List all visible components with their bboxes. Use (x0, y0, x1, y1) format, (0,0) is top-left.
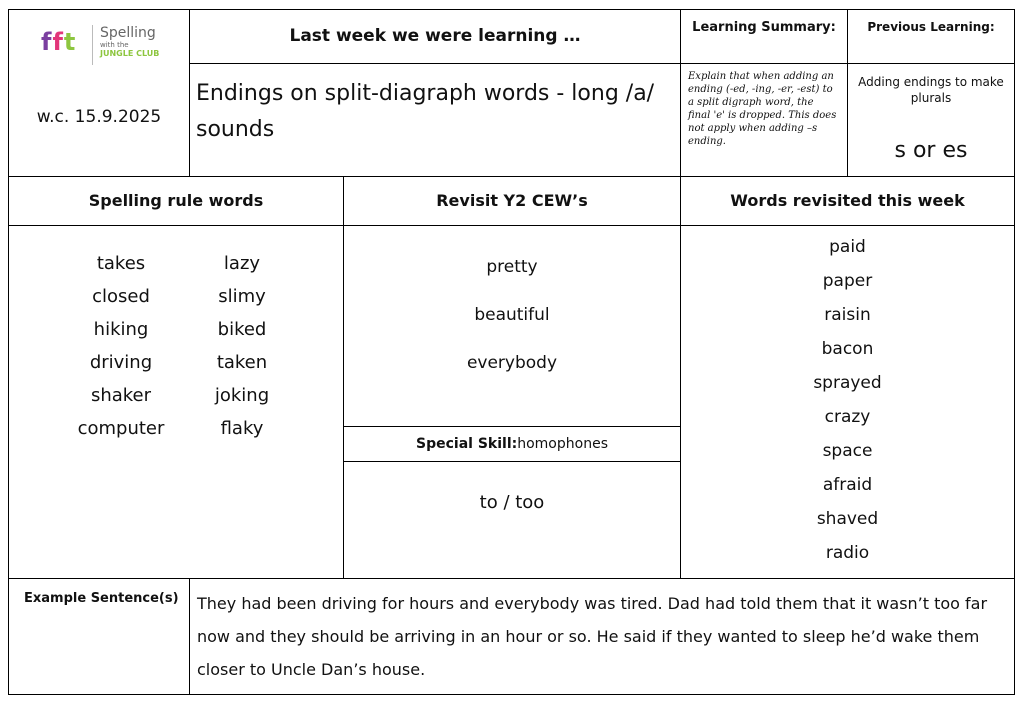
logo-jungle-club: JUNGLE CLUB (100, 49, 160, 58)
list-item: driving (89, 352, 153, 373)
list-item: radio (825, 543, 870, 563)
previous-learning-text: Adding endings to make plurals (858, 75, 1004, 105)
special-skill-label: Special Skill: (416, 436, 518, 452)
topic-cell (189, 63, 681, 177)
list-item: paper (822, 271, 873, 291)
learning-summary-text: Explain that when adding an ending (-ed, -ing, -er, -est) to a split digraph word, the final 'e' is dropped. This does not apply when adding –s ending. (688, 71, 837, 147)
logo-spelling: Spelling (100, 25, 156, 41)
list-item: takes (96, 253, 146, 274)
list-item: sprayed (813, 373, 882, 393)
learning-summary-heading-cell (680, 9, 848, 64)
list-item: crazy (824, 407, 871, 427)
revisit-heading: Revisit Y2 CEW’s (436, 191, 588, 210)
logo-with-the: with the (100, 41, 129, 49)
list-item: paid (829, 237, 866, 257)
revisited-week-heading: Words revisited this week (730, 191, 965, 210)
list-item: joking (214, 385, 270, 406)
week-commencing: w.c. 15.9.2025 (36, 107, 162, 127)
special-skill (344, 427, 680, 461)
revisit-word-list (344, 253, 680, 397)
list-item: closed (92, 286, 150, 307)
spelling-rule-heading: Spelling rule words (88, 191, 264, 210)
list-item: lazy (223, 253, 261, 274)
list-item: computer (77, 418, 165, 439)
last-week-heading: Last week we were learning … (289, 26, 581, 46)
revisit-words-cell (343, 225, 681, 427)
logo-text (100, 26, 159, 58)
logo-mark-f2: f (52, 28, 64, 56)
example-label-cell (8, 578, 190, 695)
logo-mark-f1: f (41, 28, 53, 56)
revisited-week-heading-cell (680, 176, 1015, 226)
special-skill-value: homophones (517, 436, 608, 452)
logo-mark-t: t (63, 28, 77, 56)
list-item: flaky (220, 418, 264, 439)
spelling-rule-words-cell (8, 225, 344, 579)
spelling-rule-col2 (199, 247, 285, 445)
special-skill-words: to / too (479, 492, 545, 513)
spelling-rule-col1 (71, 247, 171, 445)
special-skill-words-cell (343, 461, 681, 579)
list-item: pretty (486, 257, 538, 277)
revisited-week-word-list (681, 230, 1014, 570)
list-item: biked (217, 319, 267, 340)
list-item: shaker (90, 385, 152, 406)
last-week-heading-cell (189, 9, 681, 64)
list-item: raisin (824, 305, 871, 325)
list-item: hiking (93, 319, 149, 340)
list-item: taken (216, 352, 268, 373)
revisited-week-words-cell (680, 225, 1015, 579)
list-item: space (822, 441, 873, 461)
spelling-rule-heading-cell (8, 176, 344, 226)
list-item: beautiful (474, 305, 550, 325)
list-item: everybody (466, 353, 558, 373)
example-label: Example Sentence(s) (24, 591, 179, 606)
example-sentence: They had been driving for hours and everybody was tired. Dad had told them that it wasn’t too far now and they should be arriving in an hour or so. He said if they wanted to sleep he’d wake them closer to Uncle Dan’s house. (197, 594, 988, 679)
fft-logo (41, 28, 76, 56)
previous-learning-focus: s or es (894, 138, 968, 163)
logo-week-cell (8, 9, 190, 177)
learning-summary-cell (680, 63, 848, 177)
learning-summary-heading: Learning Summary: (692, 20, 836, 35)
special-skill-cell (343, 426, 681, 462)
list-item: bacon (821, 339, 874, 359)
revisit-heading-cell (343, 176, 681, 226)
previous-learning-heading: Previous Learning: (867, 20, 995, 34)
topic-title: Endings on split-diagraph words - long /a/ sounds (196, 81, 655, 142)
previous-learning-heading-cell (847, 9, 1015, 64)
list-item: afraid (822, 475, 873, 495)
list-item: shaved (816, 509, 879, 529)
list-item: slimy (218, 286, 266, 307)
example-sentence-cell (189, 578, 1015, 695)
previous-learning-cell (847, 63, 1015, 177)
logo-divider (92, 25, 93, 65)
